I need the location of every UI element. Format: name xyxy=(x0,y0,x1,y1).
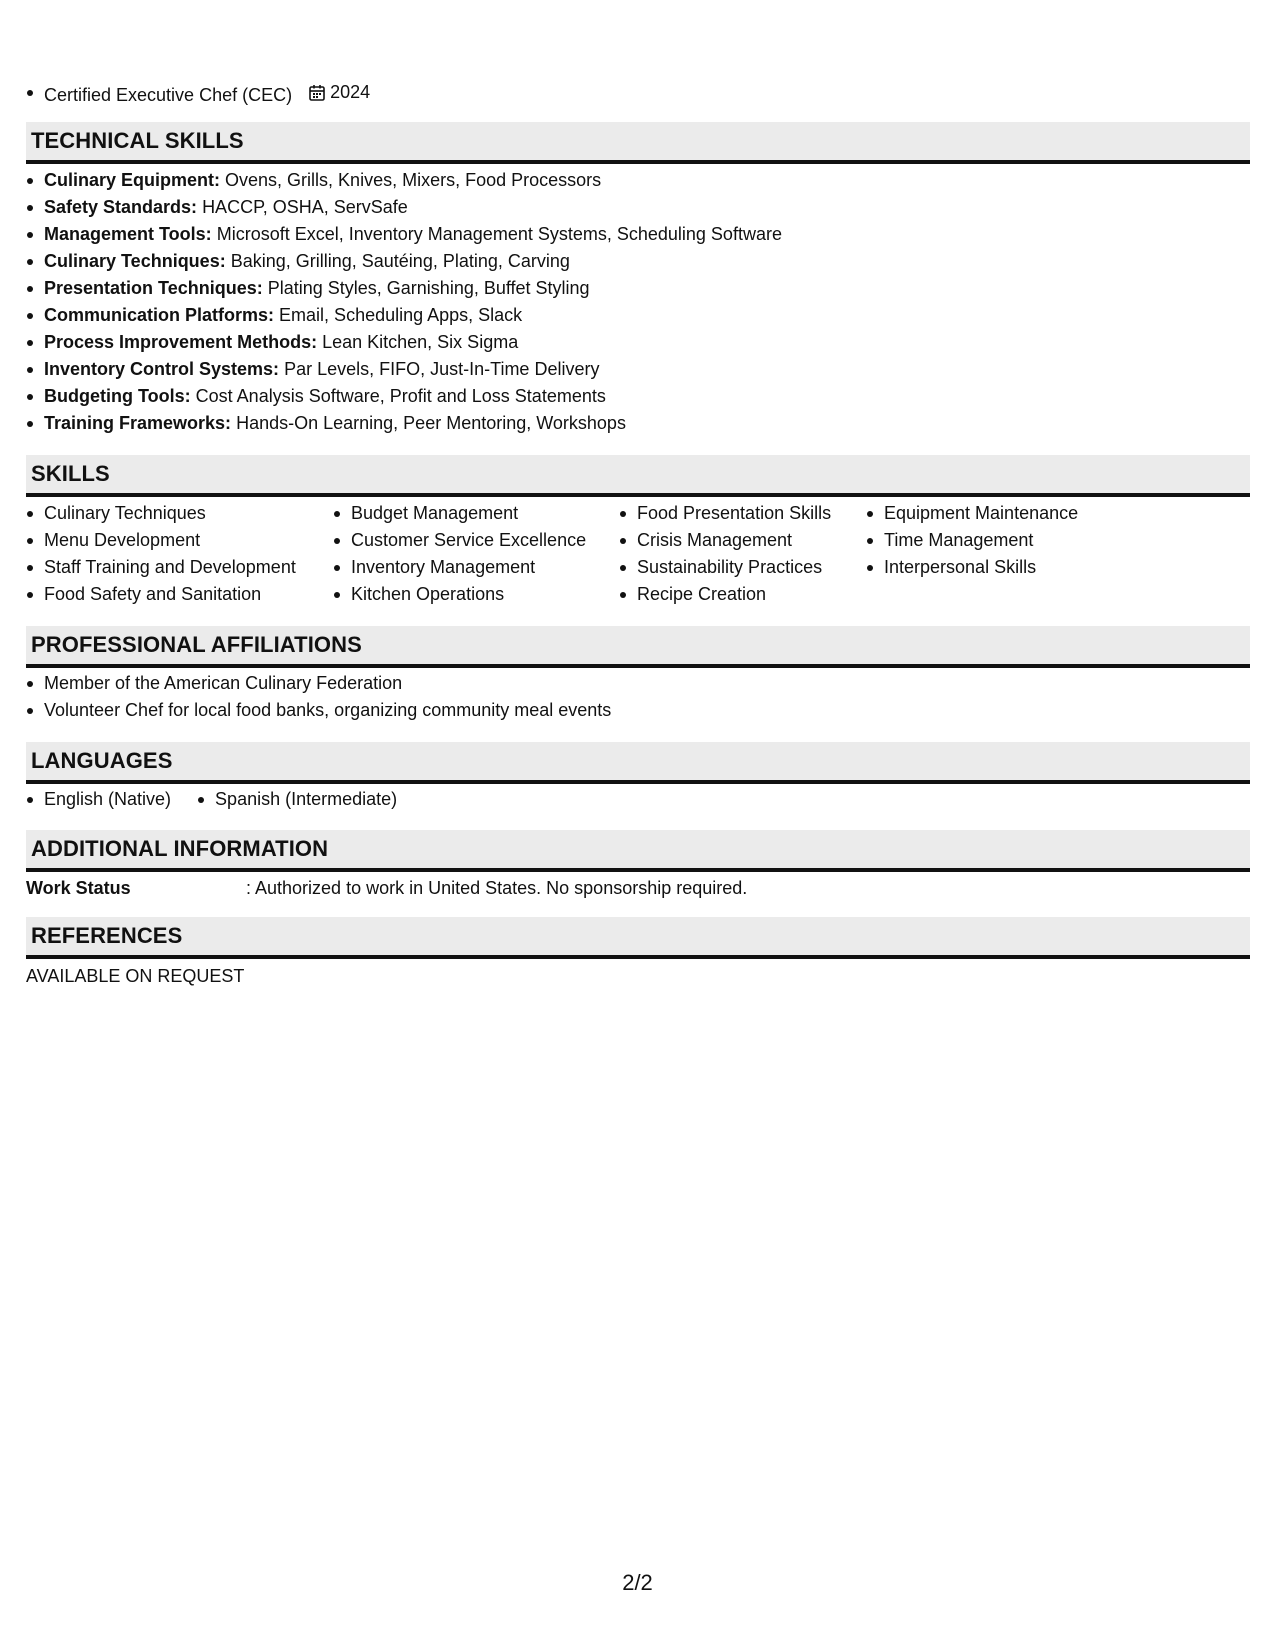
skills-grid xyxy=(26,500,1126,608)
skill-item: Crisis Management xyxy=(619,527,866,554)
language-item: Spanish (Intermediate) xyxy=(197,786,397,813)
technical-skills-list xyxy=(26,167,782,437)
technical-skill-item xyxy=(26,410,782,437)
skill-item: Food Presentation Skills xyxy=(619,500,866,527)
technical-skill-item xyxy=(26,275,782,302)
certification-date xyxy=(309,79,370,106)
technical-skill-value: Email, Scheduling Apps, Slack xyxy=(279,305,523,325)
certification-list xyxy=(26,79,370,106)
skill-item: Inventory Management xyxy=(333,554,619,581)
technical-skill-label: Management Tools: xyxy=(44,224,212,244)
technical-skill-label: Budgeting Tools: xyxy=(44,386,191,406)
skills-header xyxy=(26,455,1250,497)
page-number: 2/2 xyxy=(622,1570,653,1595)
technical-skill-value: Cost Analysis Software, Profit and Loss Statements xyxy=(195,386,606,406)
skill-item: Recipe Creation xyxy=(619,581,866,608)
skill-item: Menu Development xyxy=(26,527,333,554)
technical-skill-value: Lean Kitchen, Six Sigma xyxy=(322,332,519,352)
technical-skill-label: Inventory Control Systems: xyxy=(44,359,280,379)
technical-skill-label: Safety Standards: xyxy=(44,197,198,217)
technical-skill-item xyxy=(26,221,782,248)
additional-info-header xyxy=(26,830,1250,872)
technical-skill-label: Process Improvement Methods: xyxy=(44,332,318,352)
certification-item xyxy=(26,79,370,106)
technical-skill-value: Ovens, Grills, Knives, Mixers, Food Processors xyxy=(225,170,602,190)
technical-skills-heading: TECHNICAL SKILLS xyxy=(31,128,244,153)
work-status-label: Work Status xyxy=(26,878,131,898)
additional-info-heading: ADDITIONAL INFORMATION xyxy=(31,836,329,861)
technical-skills-header xyxy=(26,122,1250,164)
work-status-value: : Authorized to work in United States. No sponsorship required. xyxy=(246,878,748,898)
calendar-icon xyxy=(309,84,325,101)
references-heading: REFERENCES xyxy=(31,923,183,948)
work-status-row xyxy=(26,876,747,900)
skills-column xyxy=(866,500,1126,608)
technical-skill-item xyxy=(26,167,782,194)
skill-item: Customer Service Excellence xyxy=(333,527,619,554)
skill-item: Food Safety and Sanitation xyxy=(26,581,333,608)
technical-skill-value: HACCP, OSHA, ServSafe xyxy=(202,197,408,217)
affiliations-list xyxy=(26,670,611,724)
technical-skill-item xyxy=(26,194,782,221)
affiliation-item: Member of the American Culinary Federation xyxy=(26,670,611,697)
skill-item: Time Management xyxy=(866,527,1126,554)
languages-list xyxy=(26,786,423,813)
references-text: AVAILABLE ON REQUEST xyxy=(26,966,245,986)
skill-item: Kitchen Operations xyxy=(333,581,619,608)
technical-skill-value: Plating Styles, Garnishing, Buffet Styling xyxy=(267,278,590,298)
technical-skill-label: Training Frameworks: xyxy=(44,413,232,433)
languages-header xyxy=(26,742,1250,784)
technical-skill-value: Par Levels, FIFO, Just-In-Time Delivery xyxy=(284,359,600,379)
certification-name: Certified Executive Chef (CEC) xyxy=(44,85,293,105)
technical-skill-item xyxy=(26,383,782,410)
skill-item: Sustainability Practices xyxy=(619,554,866,581)
skills-column xyxy=(26,500,333,608)
certification-year: 2024 xyxy=(330,82,371,102)
skills-heading: SKILLS xyxy=(31,461,110,486)
technical-skill-value: Microsoft Excel, Inventory Management Systems, Scheduling Software xyxy=(216,224,782,244)
technical-skill-item xyxy=(26,302,782,329)
languages-heading: LANGUAGES xyxy=(31,748,173,773)
skill-item: Equipment Maintenance xyxy=(866,500,1126,527)
skill-item: Staff Training and Development xyxy=(26,554,333,581)
technical-skill-value: Baking, Grilling, Sautéing, Plating, Carving xyxy=(230,251,570,271)
technical-skill-item xyxy=(26,329,782,356)
technical-skill-item xyxy=(26,248,782,275)
technical-skill-label: Culinary Techniques: xyxy=(44,251,226,271)
skill-item: Interpersonal Skills xyxy=(866,554,1126,581)
references-header xyxy=(26,917,1250,959)
technical-skill-label: Culinary Equipment: xyxy=(44,170,221,190)
technical-skill-value: Hands-On Learning, Peer Mentoring, Workshops xyxy=(236,413,626,433)
skill-item: Culinary Techniques xyxy=(26,500,333,527)
affiliation-item: Volunteer Chef for local food banks, organizing community meal events xyxy=(26,697,611,724)
technical-skill-item xyxy=(26,356,782,383)
affiliations-heading: PROFESSIONAL AFFILIATIONS xyxy=(31,632,362,657)
skills-column xyxy=(333,500,619,608)
skills-column xyxy=(619,500,866,608)
technical-skill-label: Communication Platforms: xyxy=(44,305,275,325)
skill-item: Budget Management xyxy=(333,500,619,527)
language-item: English (Native) xyxy=(26,786,171,813)
technical-skill-label: Presentation Techniques: xyxy=(44,278,263,298)
affiliations-header xyxy=(26,626,1250,668)
